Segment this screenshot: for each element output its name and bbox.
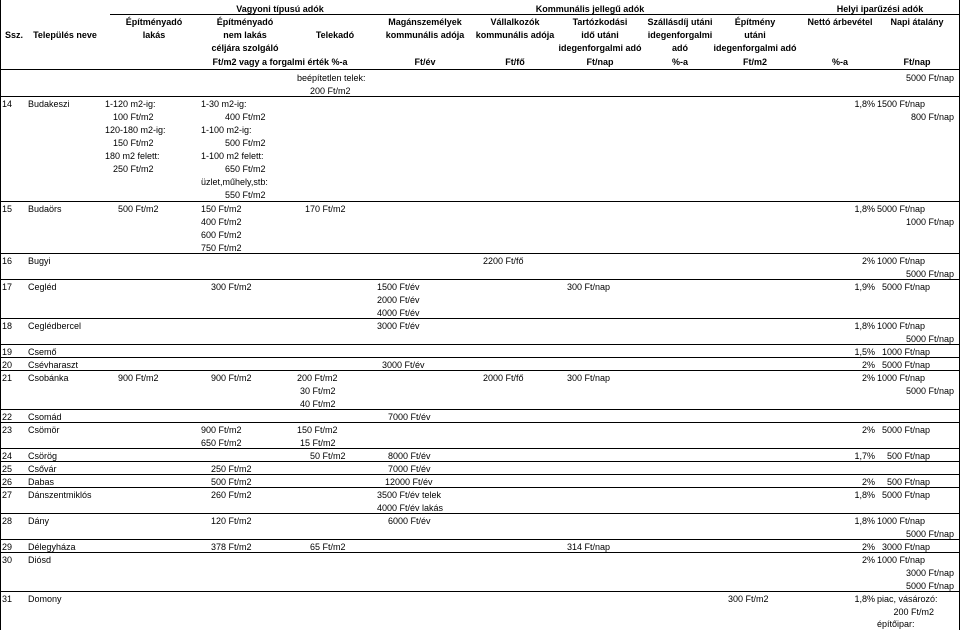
netto-value: 1,8%: [854, 516, 875, 526]
row-ssz: 17: [1, 282, 12, 292]
col-magan-2: kommunális adója: [385, 30, 465, 40]
row-name: Csörög: [28, 451, 58, 461]
magan-value: 12000 Ft/év: [385, 477, 433, 487]
row-name: Cegléd: [28, 282, 57, 292]
netto-value: 1,8%: [854, 99, 875, 109]
magan-value: 8000 Ft/év: [388, 451, 431, 461]
row-divider: [0, 422, 960, 423]
pre-telek-value: 200 Ft/m2: [310, 86, 351, 96]
napi-value: 1500 Ft/nap: [877, 99, 926, 109]
row-name: Csömör: [28, 425, 60, 435]
row-divider: [0, 253, 960, 254]
nemlakas-value: 1-100 m2 felett:: [201, 151, 264, 161]
vallalkozok-value: 2000 Ft/fő: [483, 373, 524, 383]
netto-value: 1,8%: [854, 490, 875, 500]
col-telepules: Település neve: [33, 30, 97, 40]
row-divider: [0, 279, 960, 280]
row-divider: [0, 552, 960, 553]
telek-value: 170 Ft/m2: [305, 204, 346, 214]
netto-value: 2%: [861, 555, 875, 565]
nemlakas-value: 650 Ft/m2: [225, 164, 266, 174]
nemlakas-value: 900 Ft/m2: [211, 373, 252, 383]
magan-value: 7000 Ft/év: [388, 412, 431, 422]
row-divider: [0, 318, 960, 319]
row-divider: [0, 201, 960, 202]
row-ssz: 30: [1, 555, 12, 565]
napi-value: 5000 Ft/nap: [881, 360, 930, 370]
epitmeny-value: 300 Ft/m2: [728, 594, 769, 604]
col-epitmeny-1: Építmény: [734, 17, 776, 27]
napi-value: 1000 Ft/nap: [905, 217, 954, 227]
nemlakas-value: 1-30 m2-ig:: [201, 99, 247, 109]
row-name: Dány: [28, 516, 50, 526]
napi-value: 5000 Ft/nap: [905, 386, 954, 396]
netto-value: 1,7%: [854, 451, 875, 461]
row-divider: [0, 487, 960, 488]
telek-value: 15 Ft/m2: [300, 438, 336, 448]
col-vallalkozok-1: Vállalkozók: [490, 17, 540, 27]
nemlakas-value: 900 Ft/m2: [201, 425, 242, 435]
nemlakas-value: 378 Ft/m2: [211, 542, 252, 552]
telek-value: 65 Ft/m2: [310, 542, 346, 552]
telek-value: 150 Ft/m2: [297, 425, 338, 435]
telek-value: 200 Ft/m2: [297, 373, 338, 383]
nemlakas-value: 400 Ft/m2: [201, 217, 242, 227]
magan-value: 6000 Ft/év: [388, 516, 431, 526]
row-ssz: 28: [1, 516, 12, 526]
lakas-value: 1-120 m2-ig:: [105, 99, 156, 109]
lakas-value: 900 Ft/m2: [118, 373, 159, 383]
col-epitmenyado-lakas-1: Építményadó: [125, 17, 183, 27]
row-ssz: 27: [1, 490, 12, 500]
unit-ftev: Ft/év: [414, 57, 436, 67]
nemlakas-value: üzlet,műhely,stb:: [201, 177, 268, 187]
nemlakas-value: 260 Ft/m2: [211, 490, 252, 500]
lakas-value: 120-180 m2-ig:: [105, 125, 166, 135]
napi-value: 5000 Ft/nap: [905, 529, 954, 539]
row-divider: [0, 409, 960, 410]
magan-value: 7000 Ft/év: [388, 464, 431, 474]
row-divider: [0, 539, 960, 540]
row-name: Budaörs: [28, 204, 62, 214]
col-szallasdij-1: Szállásdíj utáni: [647, 17, 713, 27]
row-name: Bugyi: [28, 256, 51, 266]
napi-value: 5000 Ft/nap: [905, 269, 954, 279]
row-name: Dánszentmiklós: [28, 490, 92, 500]
nemlakas-value: 600 Ft/m2: [201, 230, 242, 240]
row-ssz: 26: [1, 477, 12, 487]
header-bottom-border: [0, 69, 960, 70]
lakas-value: 300 Ft/m2: [211, 282, 252, 292]
nemlakas-value: 550 Ft/m2: [225, 190, 266, 200]
magan-value: 3000 Ft/év: [377, 321, 420, 331]
napi-value: 3000 Ft/nap: [881, 542, 930, 552]
napi-value: 5000 Ft/nap: [881, 490, 930, 500]
unit-ftnap-2: Ft/nap: [903, 57, 931, 67]
napi-value: 1000 Ft/nap: [877, 321, 926, 331]
napi-value: 200 Ft/m2: [893, 607, 934, 617]
telek-value: 50 Ft/m2: [310, 451, 346, 461]
netto-value: 2%: [861, 360, 875, 370]
row-name: Csemő: [28, 347, 57, 357]
row-ssz: 14: [1, 99, 12, 109]
row-ssz: 31: [1, 594, 12, 604]
nemlakas-value: 1-100 m2-ig:: [201, 125, 252, 135]
napi-value: 5000 Ft/nap: [905, 581, 954, 591]
row-divider: [0, 448, 960, 449]
row-ssz: 24: [1, 451, 12, 461]
col-napi: Napi átalány: [890, 17, 944, 27]
netto-value: 2%: [861, 425, 875, 435]
pre-napi: 5000 Ft/nap: [905, 73, 954, 83]
unit-ftfo: Ft/fő: [505, 57, 525, 67]
nemlakas-value: 650 Ft/m2: [201, 438, 242, 448]
row-divider: [0, 591, 960, 592]
col-tartozkodasi-3: idegenforgalmi adó: [558, 43, 642, 53]
row-divider: [0, 513, 960, 514]
napi-value: építőipar:: [877, 619, 915, 629]
napi-value: 5000 Ft/nap: [881, 425, 930, 435]
row-name: Budakeszi: [28, 99, 70, 109]
col-epitmeny-3: idegenforgalmi adó: [713, 43, 797, 53]
row-name: Ceglédbercel: [28, 321, 82, 331]
telek-value: 30 Ft/m2: [300, 386, 336, 396]
unit-vagyoni: Ft/m2 vagy a forgalmi érték %-a: [212, 57, 348, 67]
netto-value: 1,8%: [854, 321, 875, 331]
row-ssz: 25: [1, 464, 12, 474]
row-name: Csobánka: [28, 373, 69, 383]
magan-value: 1500 Ft/év: [377, 282, 420, 292]
row-name: Csévharaszt: [28, 360, 79, 370]
row-divider: [0, 461, 960, 462]
tartozkodasi-value: 300 Ft/nap: [567, 373, 611, 383]
napi-value: piac, vásározó:: [877, 594, 938, 604]
pre-telek-label: beépítetlen telek:: [297, 73, 366, 83]
netto-value: 2%: [861, 373, 875, 383]
nemlakas-value: 500 Ft/m2: [211, 477, 252, 487]
netto-value: 2%: [861, 542, 875, 552]
lakas-value: 100 Ft/m2: [113, 112, 154, 122]
col-szallasdij-3: adó: [671, 43, 688, 53]
col-epitmenyado-nemlakas-3: céljára szolgáló: [211, 43, 279, 53]
row-divider: [0, 344, 960, 345]
napi-value: 500 Ft/nap: [886, 477, 930, 487]
col-szallasdij-2: idegenforgalmi: [647, 30, 713, 40]
magan-value: 3500 Ft/év telek: [377, 490, 442, 500]
napi-value: 5000 Ft/nap: [905, 334, 954, 344]
magan-value: 4000 Ft/év: [377, 308, 420, 318]
magan-value: 3000 Ft/év: [382, 360, 425, 370]
nemlakas-value: 500 Ft/m2: [225, 138, 266, 148]
col-epitmenyado-nemlakas-2: nem lakás: [223, 30, 267, 40]
col-vallalkozok-2: kommunális adója: [475, 30, 555, 40]
row-name: Diósd: [28, 555, 52, 565]
napi-value: 1000 Ft/nap: [877, 373, 926, 383]
magan-value: 4000 Ft/év lakás: [377, 503, 444, 513]
col-ssz: Ssz.: [4, 30, 23, 40]
row-divider: [0, 96, 960, 97]
nemlakas-value: 150 Ft/m2: [201, 204, 242, 214]
telek-value: 40 Ft/m2: [300, 399, 336, 409]
nemlakas-value: 750 Ft/m2: [201, 243, 242, 253]
lakas-value: 500 Ft/m2: [118, 204, 159, 214]
row-ssz: 18: [1, 321, 12, 331]
tartozkodasi-value: 314 Ft/nap: [567, 542, 611, 552]
row-name: Domony: [28, 594, 62, 604]
col-tartozkodasi-2: idő utáni: [581, 30, 619, 40]
netto-value: 1,8%: [854, 204, 875, 214]
group-helyi: Helyi iparűzési adók: [836, 4, 924, 14]
napi-value: 1000 Ft/nap: [877, 516, 926, 526]
napi-value: 5000 Ft/nap: [881, 282, 930, 292]
row-name: Csomád: [28, 412, 62, 422]
napi-value: 800 Ft/nap: [910, 112, 954, 122]
row-divider: [0, 474, 960, 475]
row-name: Dabas: [28, 477, 55, 487]
netto-value: 1,8%: [854, 594, 875, 604]
table-header: [0, 0, 960, 70]
row-ssz: 16: [1, 256, 12, 266]
unit-pcta: %-a: [671, 57, 688, 67]
napi-value: 500 Ft/nap: [886, 451, 930, 461]
napi-value: 1000 Ft/nap: [877, 256, 926, 266]
netto-value: 2%: [861, 477, 875, 487]
napi-value: 5000 Ft/nap: [877, 204, 926, 214]
tartozkodasi-value: 300 Ft/nap: [567, 282, 611, 292]
row-ssz: 22: [1, 412, 12, 422]
row-name: Csővár: [28, 464, 57, 474]
col-epitmenyado-nemlakas-1: Építményadó: [216, 17, 274, 27]
lakas-value: 250 Ft/m2: [113, 164, 154, 174]
row-divider: [0, 357, 960, 358]
unit-ftm2: Ft/m2: [742, 57, 767, 67]
unit-pcta-2: %-a: [831, 57, 848, 67]
row-ssz: 21: [1, 373, 12, 383]
lakas-value: 180 m2 felett:: [105, 151, 160, 161]
col-magan-1: Magánszemélyek: [388, 17, 462, 27]
row-ssz: 23: [1, 425, 12, 435]
napi-value: 1000 Ft/nap: [881, 347, 930, 357]
row-divider: [0, 370, 960, 371]
col-telekado: Telekadó: [315, 30, 355, 40]
row-ssz: 20: [1, 360, 12, 370]
grid-vline: [0, 0, 1, 630]
unit-ftnap: Ft/nap: [586, 57, 614, 67]
group-vagyoni: Vagyoni típusú adók: [236, 4, 324, 14]
row-ssz: 29: [1, 542, 12, 552]
napi-value: 3000 Ft/nap: [905, 568, 954, 578]
netto-value: 2%: [861, 256, 875, 266]
nemlakas-value: 250 Ft/m2: [211, 464, 252, 474]
lakas-value: 150 Ft/m2: [113, 138, 154, 148]
netto-value: 1,5%: [854, 347, 875, 357]
vallalkozok-value: 2200 Ft/fő: [483, 256, 524, 266]
col-epitmeny-2: utáni: [744, 30, 766, 40]
napi-value: 1000 Ft/nap: [877, 555, 926, 565]
header-divider: [110, 14, 960, 15]
nemlakas-value: 400 Ft/m2: [225, 112, 266, 122]
col-netto: Nettó árbevétel: [807, 17, 873, 27]
group-kommunalis: Kommunális jellegű adók: [535, 4, 645, 14]
nemlakas-value: 120 Ft/m2: [211, 516, 252, 526]
col-tartozkodasi-1: Tartózkodási: [572, 17, 628, 27]
magan-value: 2000 Ft/év: [377, 295, 420, 305]
row-ssz: 15: [1, 204, 12, 214]
row-name: Délegyháza: [28, 542, 76, 552]
col-epitmenyado-lakas-2: lakás: [142, 30, 166, 40]
row-ssz: 19: [1, 347, 12, 357]
netto-value: 1,9%: [854, 282, 875, 292]
